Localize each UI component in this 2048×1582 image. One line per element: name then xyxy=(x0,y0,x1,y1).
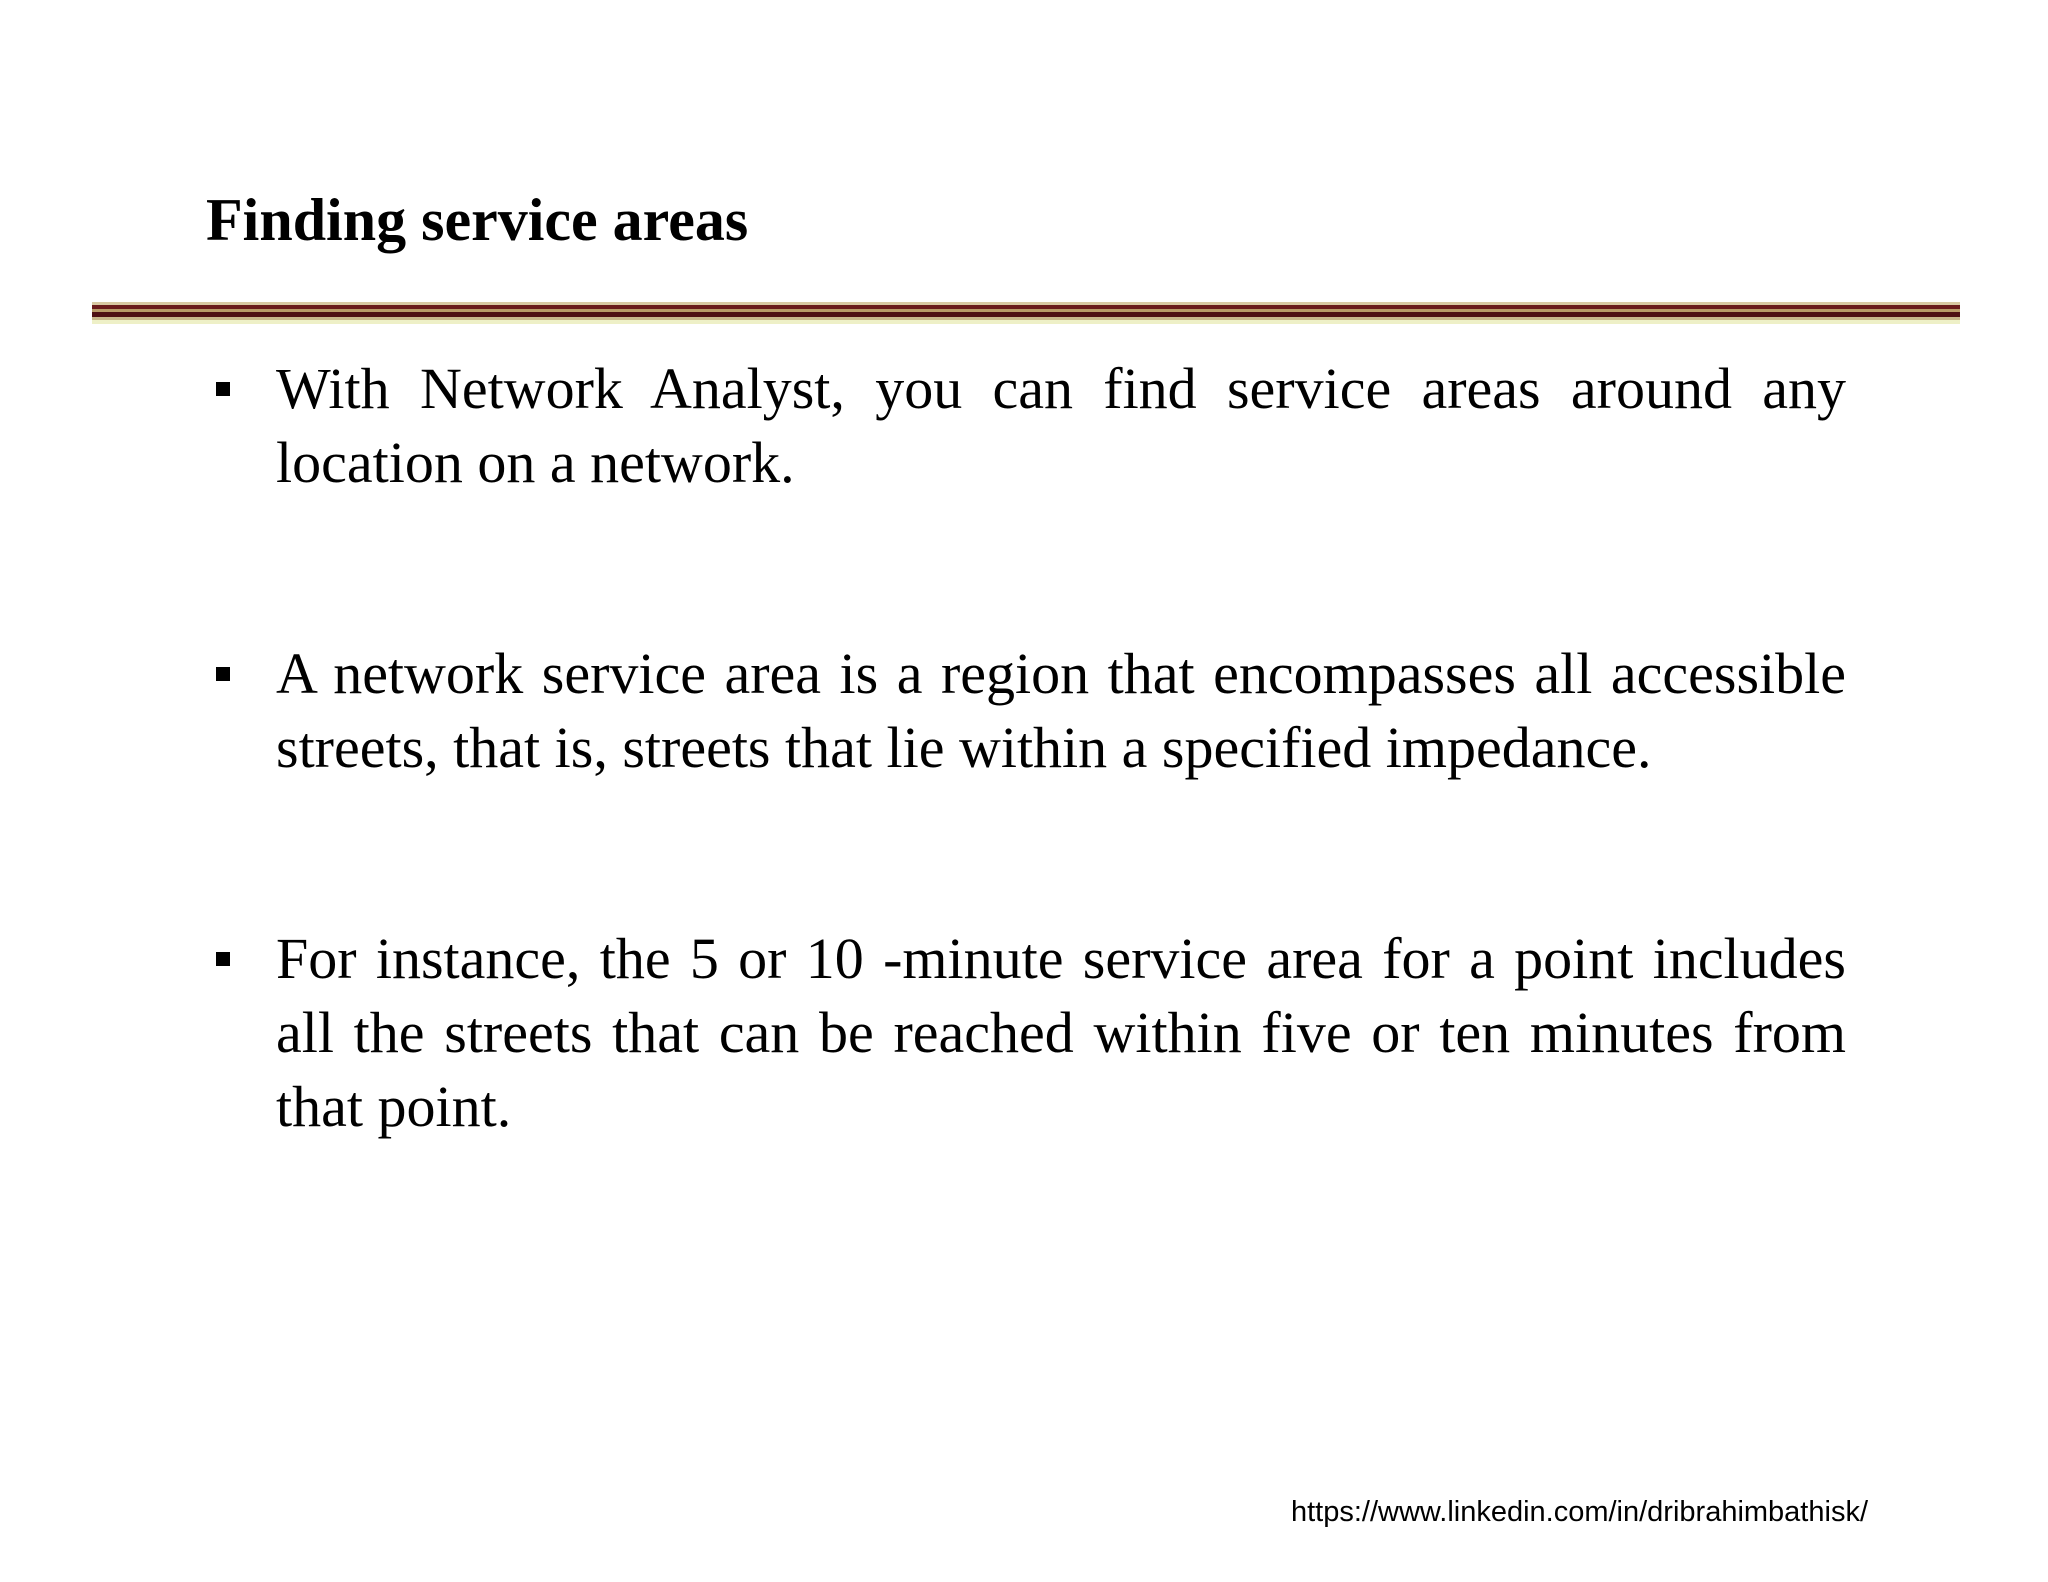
bullet-text: With Network Analyst, you can find service areas around any location on a network. xyxy=(276,356,1846,495)
title-divider xyxy=(92,302,1960,324)
bullet-item xyxy=(206,352,1846,500)
bullet-text: A network service area is a region that encompasses all accessible streets, that is, streets that lie within a specified impedance. xyxy=(276,641,1846,780)
square-bullet-icon xyxy=(216,382,230,396)
divider-band xyxy=(92,320,1960,324)
bullet-item xyxy=(206,637,1846,785)
square-bullet-icon xyxy=(216,667,230,681)
square-bullet-icon xyxy=(216,952,230,966)
bullet-item xyxy=(206,922,1846,1144)
slide-title: Finding service areas xyxy=(206,187,749,253)
footer-url-link[interactable]: https://www.linkedin.com/in/dribrahimbathisk/ xyxy=(1290,1496,1868,1528)
bullet-list xyxy=(206,352,1846,1144)
bullet-text: For instance, the 5 or 10 -minute service area for a point includes all the streets that can be reached within five or ten minutes from that point. xyxy=(276,926,1846,1139)
